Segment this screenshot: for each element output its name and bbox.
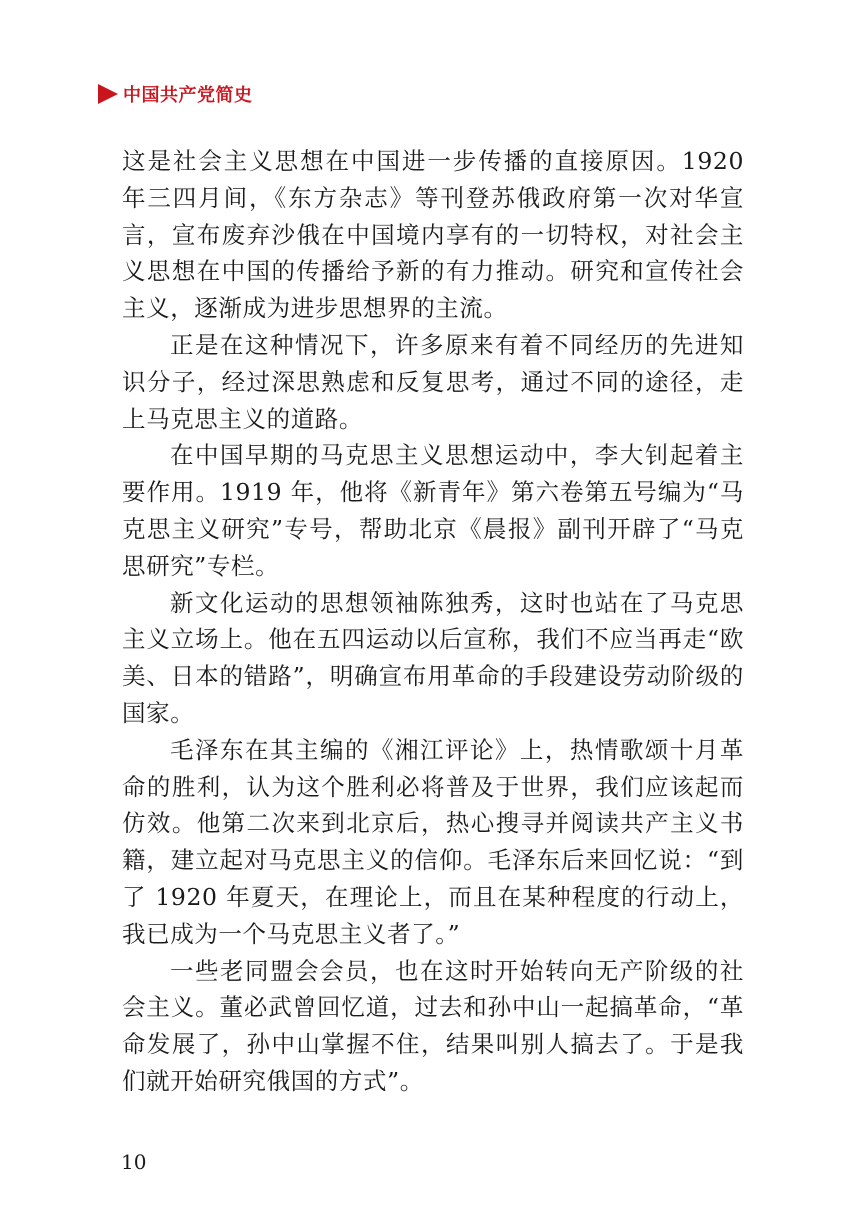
- page-number: 10: [121, 1150, 147, 1174]
- play-triangle-icon: [97, 83, 119, 105]
- paragraph-4: 新文化运动的思想领袖陈独秀，这时也站在了马克思主义立场上。他在五四运动以后宣称，我们不应当再走“欧美、日本的错路”，明确宣布用革命的手段建设劳动阶级的国家。: [122, 588, 744, 727]
- running-header: [97, 79, 253, 109]
- paragraph-5: 毛泽东在其主编的《湘江评论》上，热情歌颂十月革命的胜利，认为这个胜利必将普及于世界，我们应该起而仿效。他第二次来到北京后，热心搜寻并阅读共产主义书籍，建立起对马克思主义的信仰。毛泽东后来回忆说：“到了 1920 年夏天，在理论上，而且在某种程度的行动上，我已成为一个马克思主义者了。”: [122, 735, 744, 948]
- book-title: 中国共产党简史: [123, 85, 253, 106]
- paragraph-1: 这是社会主义思想在中国进一步传播的直接原因。1920 年三四月间，《东方杂志》等刊登苏俄政府第一次对华宣言，宣布废弃沙俄在中国境内享有的一切特权，对社会主义思想在中国的传播给予新的有力推动。研究和宣传社会主义，逐渐成为进步思想界的主流。: [122, 147, 744, 323]
- paragraph-6: 一些老同盟会会员，也在这时开始转向无产阶级的社会主义。董必武曾回忆道，过去和孙中山一起搞革命，“革命发展了，孙中山掌握不住，结果叫别人搞去了。于是我们就开始研究俄国的方式”。: [122, 956, 744, 1095]
- paragraph-2: 正是在这种情况下，许多原来有着不同经历的先进知识分子，经过深思熟虑和反复思考，通过不同的途径，走上马克思主义的道路。: [122, 330, 744, 433]
- body-text: [122, 143, 744, 1100]
- paragraph-3: 在中国早期的马克思主义思想运动中，李大钊起着主要作用。1919 年，他将《新青年》第六卷第五号编为“马克思主义研究”专号，帮助北京《晨报》副刊开辟了“马克思研究”专栏。: [122, 441, 744, 580]
